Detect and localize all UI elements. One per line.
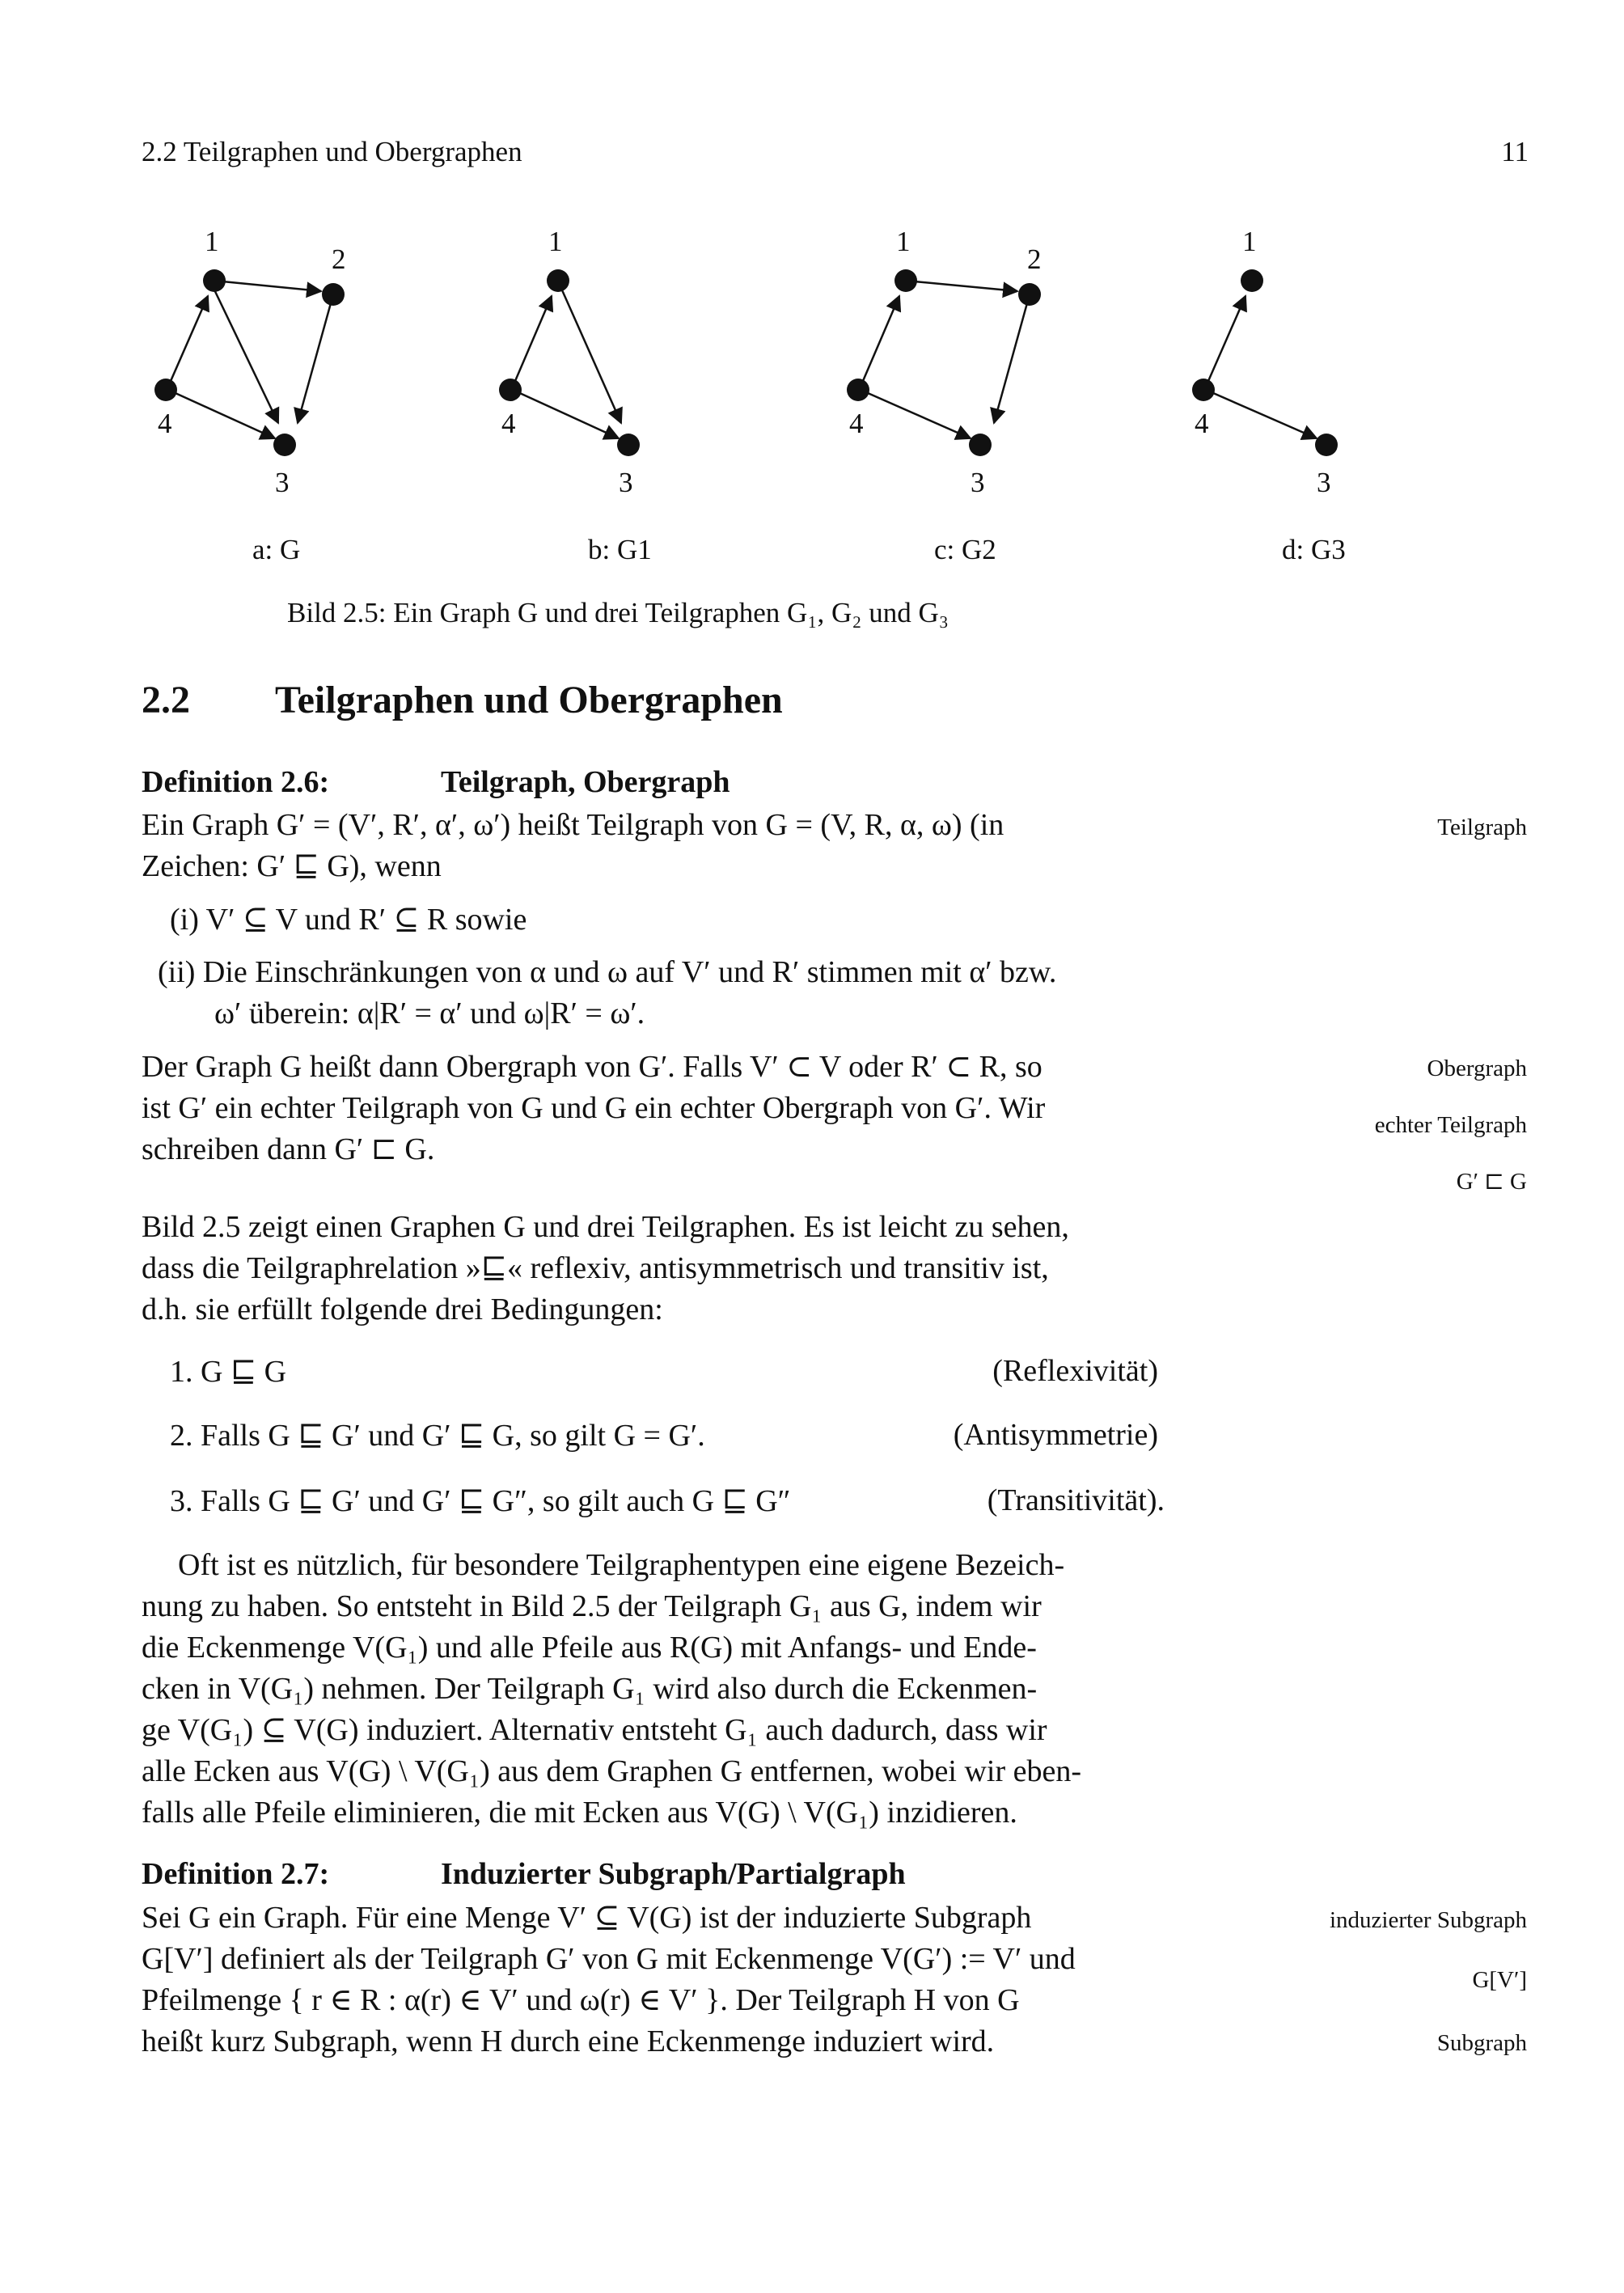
node-c-2	[1018, 283, 1041, 306]
edge-d-4-1	[1206, 296, 1245, 387]
para2-line5: ge V(G₁) ⊆ V(G) induziert. Alternativ entsteht G₁ auch dadurch, dass wir	[142, 1713, 1047, 1747]
label-a-2: 2	[332, 243, 346, 275]
para1-line1: Bild 2.5 zeigt einen Graphen G und drei Teilgraphen. Es ist leicht zu sehen,	[142, 1210, 1069, 1244]
section-heading	[142, 678, 783, 722]
label-a-1: 1	[205, 226, 219, 257]
label-c-2: 2	[1027, 243, 1042, 275]
label-c-1: 1	[896, 226, 911, 257]
para2-line7: falls alle Pfeile eliminieren, die mit Ecken aus V(G) \ V(G₁) inzidieren.	[142, 1796, 1017, 1830]
edge-c-4-1	[861, 296, 899, 387]
label-b-1: 1	[548, 226, 563, 257]
def26-after3: schreiben dann G′ ⊏ G.	[142, 1132, 435, 1166]
edge-a-4-3	[168, 390, 275, 438]
para2-line2: nung zu haben. So entsteht in Bild 2.5 der Teilgraph G₁ aus G, indem wir	[142, 1589, 1042, 1623]
def27-number: Definition 2.7:	[142, 1857, 330, 1891]
graph-d	[1206, 296, 1317, 438]
def26-after1: Der Graph G heißt dann Obergraph von G′. Falls V′ ⊂ V oder R′ ⊂ R, so	[142, 1050, 1042, 1084]
para2-line1: Oft ist es nützlich, für besondere Teilgraphentypen eine eigene Bezeich-	[178, 1548, 1065, 1582]
node-c-1	[894, 269, 917, 292]
node-c-3	[969, 434, 992, 456]
label-b-4: 4	[501, 408, 516, 439]
label-d-1: 1	[1242, 226, 1257, 257]
graph-a	[168, 281, 333, 438]
condition-1-tag: (Reflexivität)	[992, 1354, 1158, 1388]
node-d-1	[1241, 269, 1263, 292]
label-d-3: 3	[1317, 467, 1331, 498]
para1-line2: dass die Teilgraphrelation »⊑« reflexiv, antisymmetrisch und transitiv ist,	[142, 1251, 1049, 1285]
edge-b-1-3	[560, 285, 621, 423]
edge-c-2-3	[994, 294, 1030, 423]
node-d-4	[1192, 379, 1215, 401]
definition-2-6-heading	[142, 764, 730, 800]
para1-line3: d.h. sie erfüllt folgende drei Bedingungen:	[142, 1292, 663, 1326]
def26-item1: (i) V′ ⊆ V und R′ ⊆ R sowie	[170, 903, 527, 937]
node-a-1	[203, 269, 226, 292]
def26-after2: ist G′ ein echter Teilgraph von G und G ein echter Obergraph von G′. Wir	[142, 1091, 1046, 1125]
label-c-3: 3	[971, 467, 985, 498]
def27-line2: G[V′] definiert als der Teilgraph G′ von G mit Eckenmenge V(G′) := V′ und	[142, 1942, 1076, 1976]
sublabel-c: c: G2	[934, 534, 996, 565]
sublabel-b: b: G1	[588, 534, 652, 565]
def26-item2a: (ii) Die Einschränkungen von α und ω auf V′ und R′ stimmen mit α′ bzw.	[158, 955, 1057, 989]
edge-b-4-1	[513, 296, 552, 387]
node-b-1	[547, 269, 569, 292]
condition-2-tag: (Antisymmetrie)	[953, 1418, 1158, 1452]
edge-a-1-3	[212, 285, 278, 423]
def27-line1: Sei G ein Graph. Für eine Menge V′ ⊆ V(G) ist der induzierte Subgraph	[142, 1901, 1032, 1935]
running-head-section: 2.2 Teilgraphen und Obergraphen	[142, 136, 522, 167]
edge-a-4-1	[168, 296, 208, 387]
margin-gv: G[V′]	[1472, 1967, 1527, 1993]
label-d-4: 4	[1195, 408, 1209, 439]
node-a-4	[154, 379, 177, 401]
para2-line6: alle Ecken aus V(G) \ V(G₁) aus dem Graphen G entfernen, wobei wir eben-	[142, 1754, 1081, 1788]
edge-c-1-2	[906, 281, 1017, 291]
edge-a-2-3	[298, 294, 333, 423]
def26-line2: Zeichen: G′ ⊑ G), wenn	[142, 849, 442, 883]
node-b-3	[617, 434, 640, 456]
def26-line1: Ein Graph G′ = (V′, R′, α′, ω′) heißt Teilgraph von G = (V, R, α, ω) (in	[142, 808, 1004, 842]
node-a-2	[322, 283, 345, 306]
condition-1: 1. G ⊑ G	[170, 1355, 287, 1389]
def27-title: Induzierter Subgraph/Partialgraph	[441, 1857, 906, 1891]
condition-3-tag: (Transitivität).	[987, 1483, 1165, 1517]
edge-d-4-3	[1206, 390, 1317, 438]
graph-c	[861, 281, 1030, 438]
edge-a-1-2	[214, 281, 321, 291]
page-number: 11	[1501, 136, 1529, 167]
section-title: Teilgraphen und Obergraphen	[275, 679, 783, 721]
graph-b	[513, 285, 621, 438]
margin-obergraph: Obergraph	[1427, 1056, 1527, 1081]
edge-c-4-3	[861, 390, 971, 438]
def26-number: Definition 2.6:	[142, 765, 330, 799]
node-d-3	[1315, 434, 1338, 456]
margin-induzierter: induzierter Subgraph	[1329, 1907, 1527, 1933]
label-b-3: 3	[619, 467, 633, 498]
margin-proper: G′ ⊏ G	[1456, 1169, 1527, 1195]
definition-2-7-heading	[142, 1856, 906, 1892]
def27-line3: Pfeilmenge { r ∈ R : α(r) ∈ V′ und ω(r) ∈ V′ }. Der Teilgraph H von G	[142, 1983, 1020, 2017]
condition-3: 3. Falls G ⊑ G′ und G′ ⊑ G″, so gilt auch G ⊑ G″	[170, 1484, 791, 1518]
label-a-4: 4	[158, 408, 172, 439]
figure-caption: Bild 2.5: Ein Graph G und drei Teilgraphen G₁, G₂ und G₃	[287, 597, 949, 628]
sublabel-d: d: G3	[1282, 534, 1346, 565]
def26-title: Teilgraph, Obergraph	[441, 765, 730, 799]
margin-subgraph: Subgraph	[1436, 2030, 1527, 2056]
label-a-3: 3	[275, 467, 290, 498]
condition-2: 2. Falls G ⊑ G′ und G′ ⊑ G, so gilt G = G′.	[170, 1419, 705, 1453]
node-c-4	[847, 379, 869, 401]
node-b-4	[499, 379, 522, 401]
figure-graphs	[121, 218, 1383, 542]
def26-item2b: ω′ überein: α|R′ = α′ und ω|R′ = ω′.	[214, 996, 645, 1030]
sublabel-a: a: G	[252, 534, 301, 565]
margin-echter: echter Teilgraph	[1374, 1112, 1527, 1138]
node-a-3	[273, 434, 296, 456]
section-number: 2.2	[142, 679, 190, 721]
edge-b-4-3	[513, 390, 619, 438]
para2-line4: cken in V(G₁) nehmen. Der Teilgraph G₁ wird also durch die Eckenmen-	[142, 1672, 1038, 1706]
def27-line4: heißt kurz Subgraph, wenn H durch eine Eckenmenge induziert wird.	[142, 2024, 995, 2058]
label-c-4: 4	[849, 408, 864, 439]
para2-line3: die Eckenmenge V(G₁) und alle Pfeile aus R(G) mit Anfangs- und Ende-	[142, 1631, 1037, 1665]
margin-teilgraph: Teilgraph	[1437, 814, 1527, 840]
